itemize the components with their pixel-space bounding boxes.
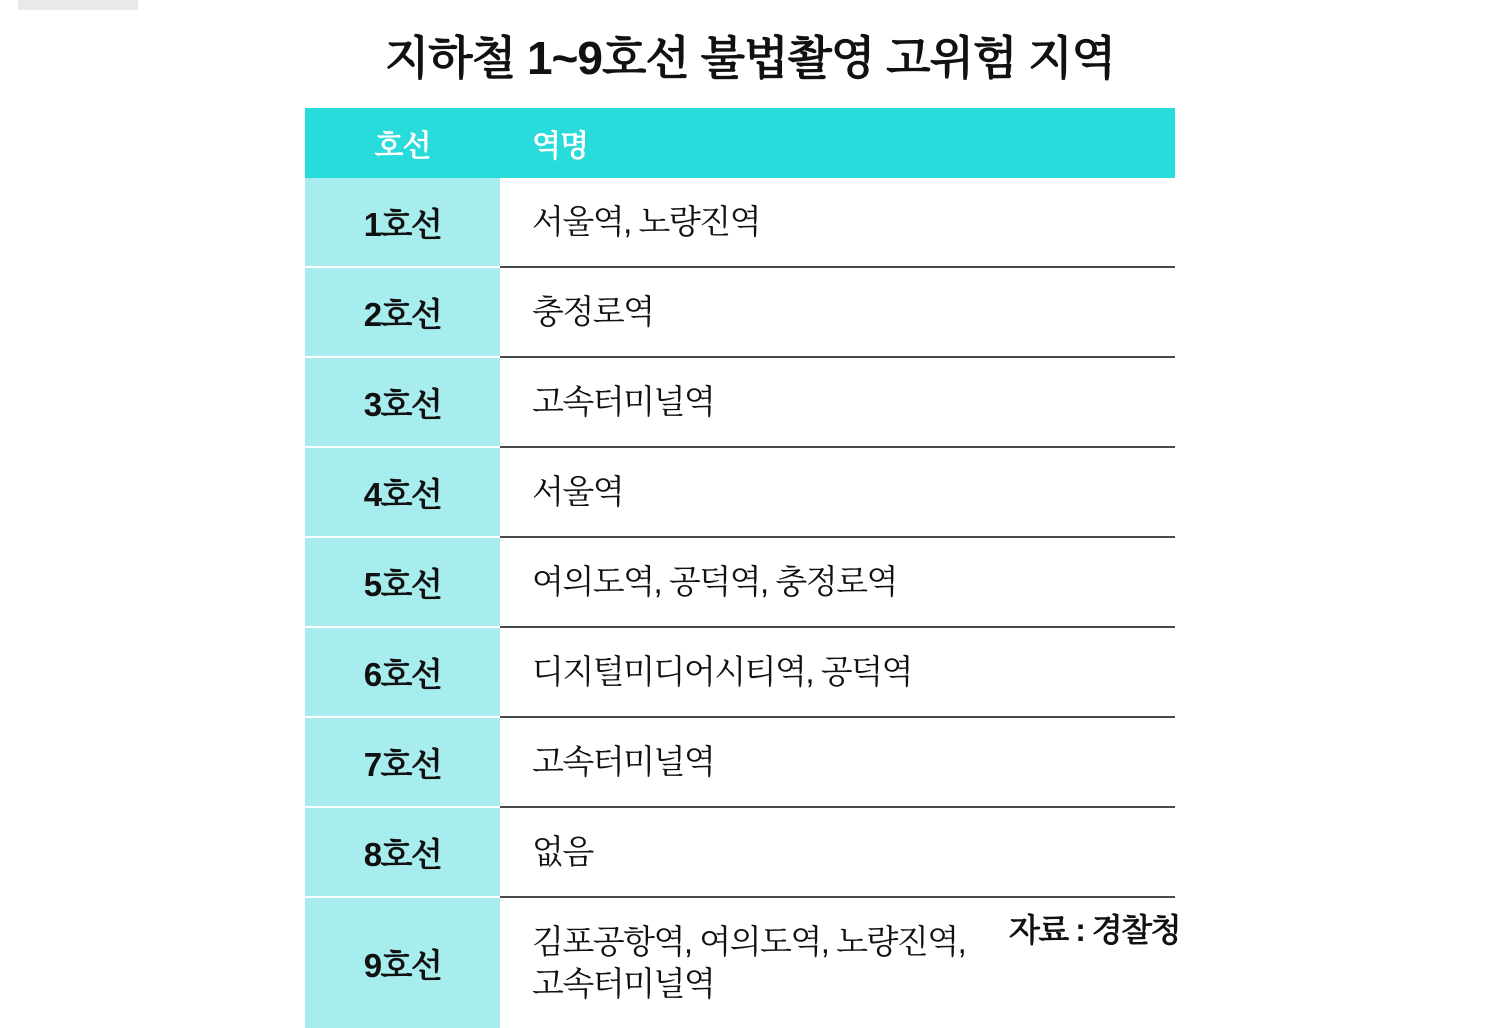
cell-stations-line: 서울역 <box>532 472 624 510</box>
cell-stations-line: 여의도역, 공덕역, 충정로역 <box>532 562 897 600</box>
table-row <box>305 807 1175 897</box>
cell-line: 8호선 <box>305 807 500 897</box>
column-header-line: 호선 <box>305 108 500 178</box>
table-row <box>305 357 1175 447</box>
cell-line: 2호선 <box>305 267 500 357</box>
cell-stations <box>500 178 1175 267</box>
table-header <box>305 108 1175 178</box>
decorative-top-mark <box>18 0 138 10</box>
cell-stations <box>500 357 1175 447</box>
table-body <box>305 178 1175 1028</box>
table-container <box>305 108 1175 1028</box>
high-risk-stations-table <box>305 108 1175 1028</box>
table-row <box>305 178 1175 267</box>
cell-stations <box>500 447 1175 537</box>
page-title: 지하철 1~9호선 불법촬영 고위험 지역 <box>384 32 1116 84</box>
cell-line: 3호선 <box>305 357 500 447</box>
cell-stations-line: 디지털미디어시티역, 공덕역 <box>532 652 912 690</box>
cell-line: 4호선 <box>305 447 500 537</box>
cell-stations-line: 고속터미널역 <box>532 742 715 780</box>
table-row <box>305 717 1175 807</box>
cell-line: 5호선 <box>305 537 500 627</box>
cell-stations-line: 충정로역 <box>532 292 654 330</box>
cell-line: 1호선 <box>305 178 500 267</box>
cell-line: 9호선 <box>305 897 500 1028</box>
cell-stations <box>500 267 1175 357</box>
table-row <box>305 267 1175 357</box>
cell-line: 7호선 <box>305 717 500 807</box>
table-row <box>305 447 1175 537</box>
cell-stations-line: 고속터미널역 <box>532 382 715 420</box>
cell-line: 6호선 <box>305 627 500 717</box>
table-row <box>305 537 1175 627</box>
cell-stations <box>500 537 1175 627</box>
table-header-row <box>305 108 1175 178</box>
cell-stations-line: 김포공항역, 여의도역, 노량진역, <box>532 922 966 960</box>
source-note: 자료 : 경찰청 <box>1009 912 1180 948</box>
cell-stations <box>500 627 1175 717</box>
cell-stations-line: 없음 <box>532 832 593 870</box>
column-header-station: 역명 <box>500 108 1175 178</box>
cell-stations-line: 고속터미널역 <box>532 965 715 1002</box>
cell-stations <box>500 717 1175 807</box>
table-row <box>305 627 1175 717</box>
cell-stations <box>500 807 1175 897</box>
cell-stations-line: 서울역, 노량진역 <box>532 202 760 240</box>
